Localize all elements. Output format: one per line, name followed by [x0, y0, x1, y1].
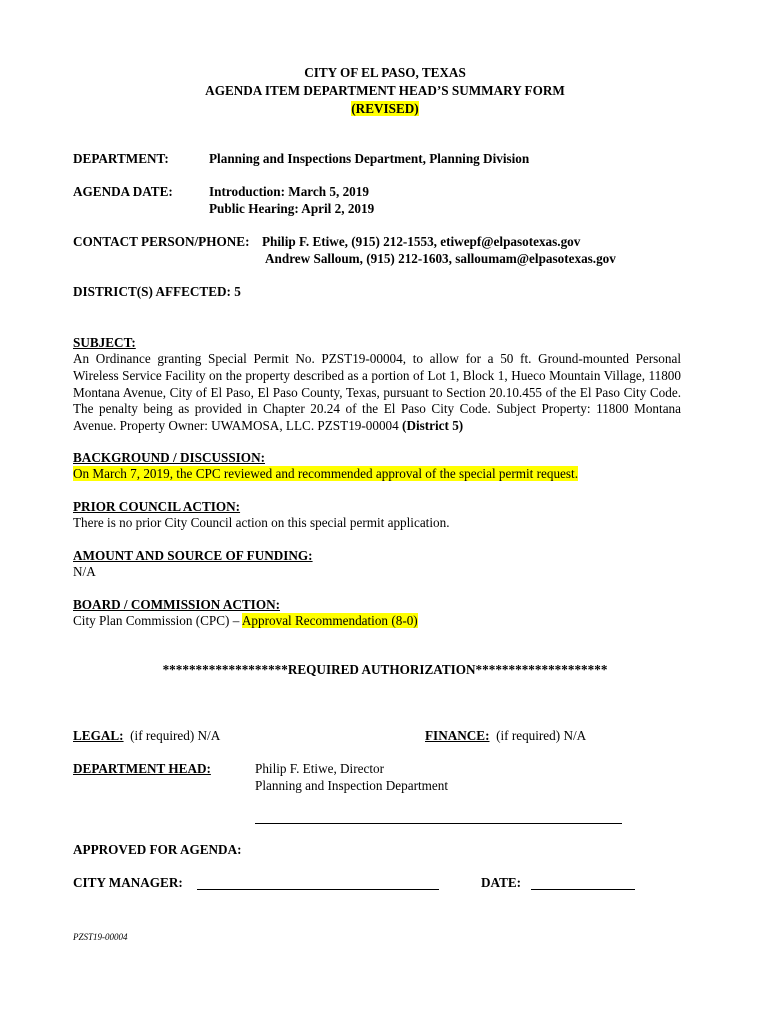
dept-head-label: DEPARTMENT HEAD:	[73, 761, 211, 776]
header-form-title: AGENDA ITEM DEPARTMENT HEAD’S SUMMARY FORM	[205, 83, 565, 98]
contact-label: CONTACT PERSON/PHONE:	[73, 234, 250, 249]
subject-text: An Ordinance granting Special Permit No. PZST19-00004, to allow for a 50 ft. Ground-mounted Personal Wireless Service Facility on the property described as a portion of Lot 1, Block 1, Hueco Mountain Village, 11800 Montana Avenue, City of El Paso, El Paso County, Texas, pursuant to Section 20.10.455 of the El Paso City Code. The penalty being as provided in Chapter 20.24 of the El Paso City Code. Subject Property: 11800 Montana Avenue. Property Owner: UWAMOSA, LLC. PZST19-00004	[73, 351, 681, 434]
board-heading: BOARD / COMMISSION ACTION:	[73, 597, 280, 612]
approved-for-agenda-label: APPROVED FOR AGENDA:	[73, 842, 242, 857]
prior-action-heading: PRIOR COUNCIL ACTION:	[73, 499, 241, 514]
board-body-highlight: Approval Recommendation (8-0)	[241, 613, 418, 628]
department-value: Planning and Inspections Department, Planning Division	[209, 151, 530, 166]
legal-row	[73, 728, 220, 744]
board-body-prefix: City Plan Commission (CPC) –	[73, 613, 242, 628]
contact-person-1: Philip F. Etiwe, (915) 212-1553, etiwepf@elpasotexas.gov	[262, 234, 581, 249]
agenda-date-introduction: Introduction: March 5, 2019	[209, 184, 369, 199]
districts-affected: DISTRICT(S) AFFECTED: 5	[73, 284, 241, 299]
footer-case-number: PZST19-00004	[73, 932, 128, 942]
background-body-wrapper	[73, 466, 578, 482]
dept-head-signature-line[interactable]	[255, 823, 622, 824]
date-label: DATE:	[481, 875, 522, 890]
legal-value: (if required) N/A	[130, 728, 221, 743]
city-manager-signature-line[interactable]	[197, 889, 439, 890]
board-body	[73, 613, 418, 629]
header-revised-wrapper	[0, 101, 770, 117]
agenda-date-label: AGENDA DATE:	[73, 184, 173, 199]
finance-row	[425, 728, 586, 744]
background-body: On March 7, 2019, the CPC reviewed and recommended approval of the special permit request.	[73, 466, 579, 481]
subject-heading: SUBJECT:	[73, 335, 136, 350]
background-heading: BACKGROUND / DISCUSSION:	[73, 450, 265, 465]
prior-action-body: There is no prior City Council action on this special permit application.	[73, 515, 450, 530]
subject-body	[73, 351, 681, 435]
date-signature-line[interactable]	[531, 889, 635, 890]
agenda-date-public-hearing: Public Hearing: April 2, 2019	[209, 201, 375, 216]
funding-body: N/A	[73, 564, 96, 579]
required-authorization: *******************REQUIRED AUTHORIZATION********************	[162, 662, 608, 677]
finance-label: FINANCE:	[425, 728, 490, 743]
header-city: CITY OF EL PASO, TEXAS	[304, 65, 466, 80]
contact-person-2: Andrew Salloum, (915) 212-1603, salloumam@elpasotexas.gov	[265, 251, 616, 266]
subject-district: (District 5)	[402, 418, 464, 434]
dept-head-department: Planning and Inspection Department	[255, 778, 449, 793]
funding-heading: AMOUNT AND SOURCE OF FUNDING:	[73, 548, 313, 563]
dept-head-name: Philip F. Etiwe, Director	[255, 761, 384, 776]
city-manager-label: CITY MANAGER:	[73, 875, 183, 890]
finance-value: (if required) N/A	[496, 728, 587, 743]
legal-label: LEGAL:	[73, 728, 124, 743]
department-label: DEPARTMENT:	[73, 151, 169, 166]
header-revised: (REVISED)	[351, 101, 419, 116]
